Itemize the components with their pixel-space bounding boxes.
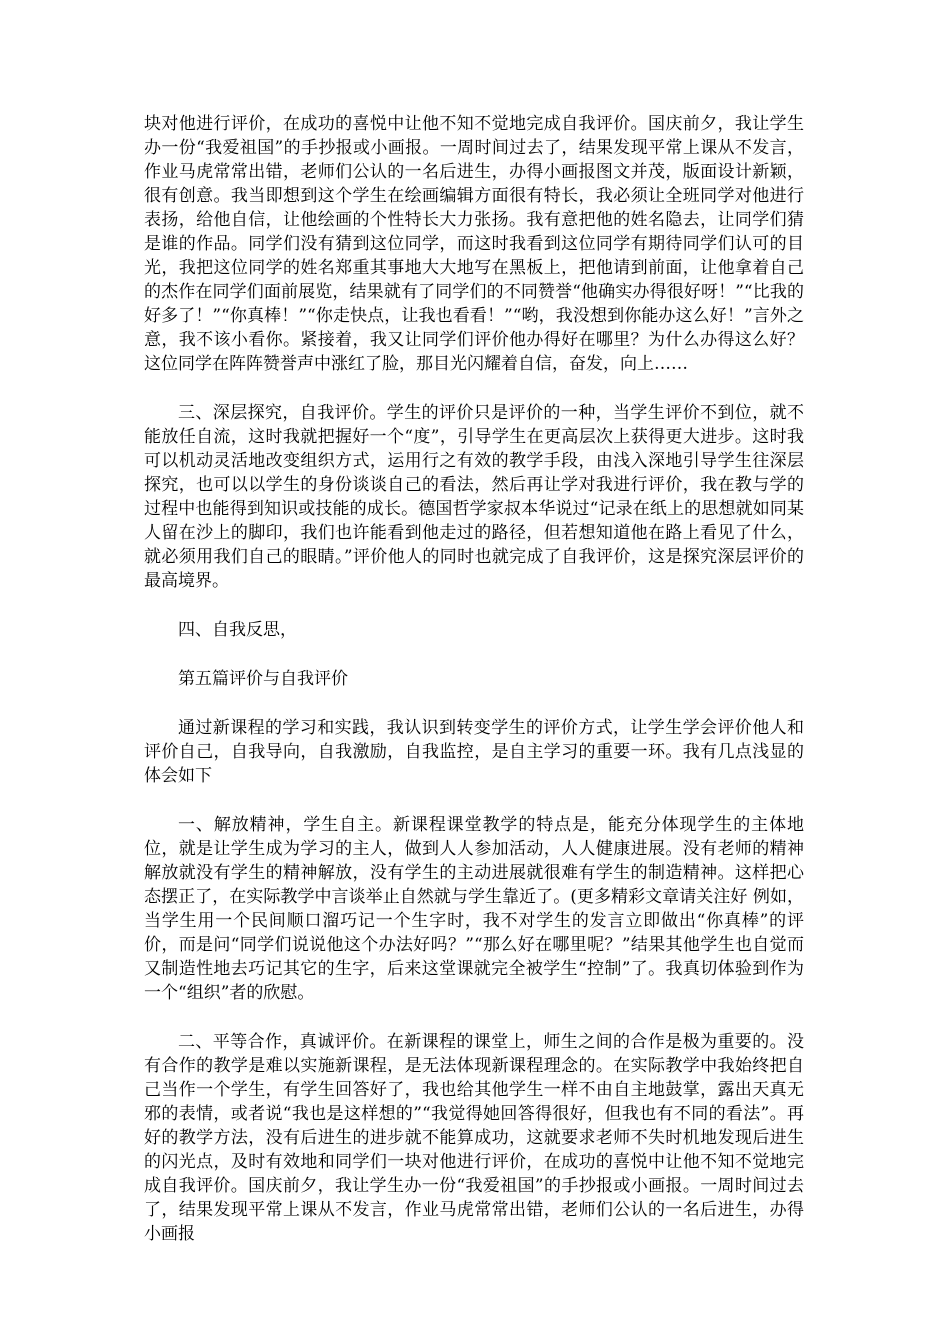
paragraph-intro: 通过新课程的学习和实践，我认识到转变学生的评价方式，让学生学会评价他人和评价自己，自我导向，自我激励，自我监控，是自主学习的重要一环。我有几点浅显的体会如下 (144, 718, 804, 786)
paragraph-continued: 块对他进行评价，在成功的喜悦中让他不知不觉地完成自我评价。国庆前夕，我让学生办一份“我爱祖国”的手抄报或小画报。一周时间过去了，结果发现平常上课从不发言，作业马虎常常出错，老师们公认的一名后进生，办得小画报图文并茂，版面设计新颖，很有创意。我当即想到这个学生在绘画编辑方面很有特长，我必须让全班同学对他进行表扬，给他自信，让他绘画的个性特长大力张扬。我有意把他的姓名隐去，让同学们猜是谁的作品。同学们没有猜到这位同学，而这时我看到这位同学有期待同学们认可的目光，我把这位同学的姓名郑重其事地大大地写在黑板上，把他请到前面，让他拿着自己的杰作在同学们面前展览，结果就有了同学们的不同赞誉“他确实办得很好呀！”“比我的好多了！”“你真棒！”“你走快点，让我也看看！”“哟，我没想到你能办这么好！”言外之意，我不该小看你。紧接着，我又让同学们评价他办得好在哪里？为什么办得这么好？这位同学在阵阵赞誉声中涨红了脸，那目光闪耀着自信，奋发，向上…… (144, 114, 804, 374)
document-page (144, 112, 804, 1246)
paragraph-point-two: 二、平等合作，真诚评价。在新课程的课堂上，师生之间的合作是极为重要的。没有合作的教学是难以实施新课程，是无法体现新课程理念的。在实际教学中我始终把自己当作一个学生，有学生回答好了，我也给其他学生一样不由自主地鼓掌，露出天真无邪的表情，或者说“我也是这样想的”“我觉得她回答得很好，但我也有不同的看法”。再好的教学方法，没有后进生的进步就不能算成功，这就要求老师不失时机地发现后进生的闪光点，及时有效地和同学们一块对他进行评价，在成功的喜悦中让他不知不觉地完成自我评价。国庆前夕，我让学生办一份“我爱祖国”的手抄报或小画报。一周时间过去了，结果发现平常上课从不发言，作业马虎常常出错，老师们公认的一名后进生，办得小画报 (144, 1032, 804, 1244)
paragraph-point-one: 一、解放精神，学生自主。新课程课堂教学的特点是，能充分体现学生的主体地位，就是让学生成为学习的主人，做到人人参加活动，人人健康进展。没有老师的精神解放就没有学生的精神解放，没有学生的主动进展就很难有学生的制造精神。这样把心态摆正了，在实际教学中言谈举止自然就与学生靠近了。(更多精彩文章请关注好 例如，当学生用一个民间顺口溜巧记一个生字时，我不对学生的发言立即做出“你真棒”的评价，而是问“同学们说说他这个办法好吗？”“那么好在哪里呢？”结果其他学生也自觉而又制造性地去巧记其它的生字，后来这堂课就完全被学生“控制”了。我真切体验到作为一个“组织”者的欣慰。 (144, 815, 804, 1003)
paragraph-section-three: 三、深层探究，自我评价。学生的评价只是评价的一种，当学生评价不到位，就不能放任自流，这时我就把握好一个“度”，引导学生在更高层次上获得更大进步。这时我可以机动灵活地改变组织方式，运用行之有效的教学手段，由浅入深地引导学生往深层探究，也可以以学生的身份谈谈自己的看法，然后再让学对我进行评价，我在教与学的过程中也能得到知识或技能的成长。德国哲学家叔本华说过“记录在纸上的思想就如同某人留在沙上的脚印，我们也许能看到他走过的路径，但若想知道他在路上看见了什么，就必须用我们自己的眼睛。”评价他人的同时也就完成了自我评价，这是探究深层评价的最高境界。 (144, 403, 804, 591)
paragraph-section-four-heading: 四、自我反思， (178, 620, 297, 640)
article-title: 第五篇评价与自我评价 (178, 669, 348, 689)
